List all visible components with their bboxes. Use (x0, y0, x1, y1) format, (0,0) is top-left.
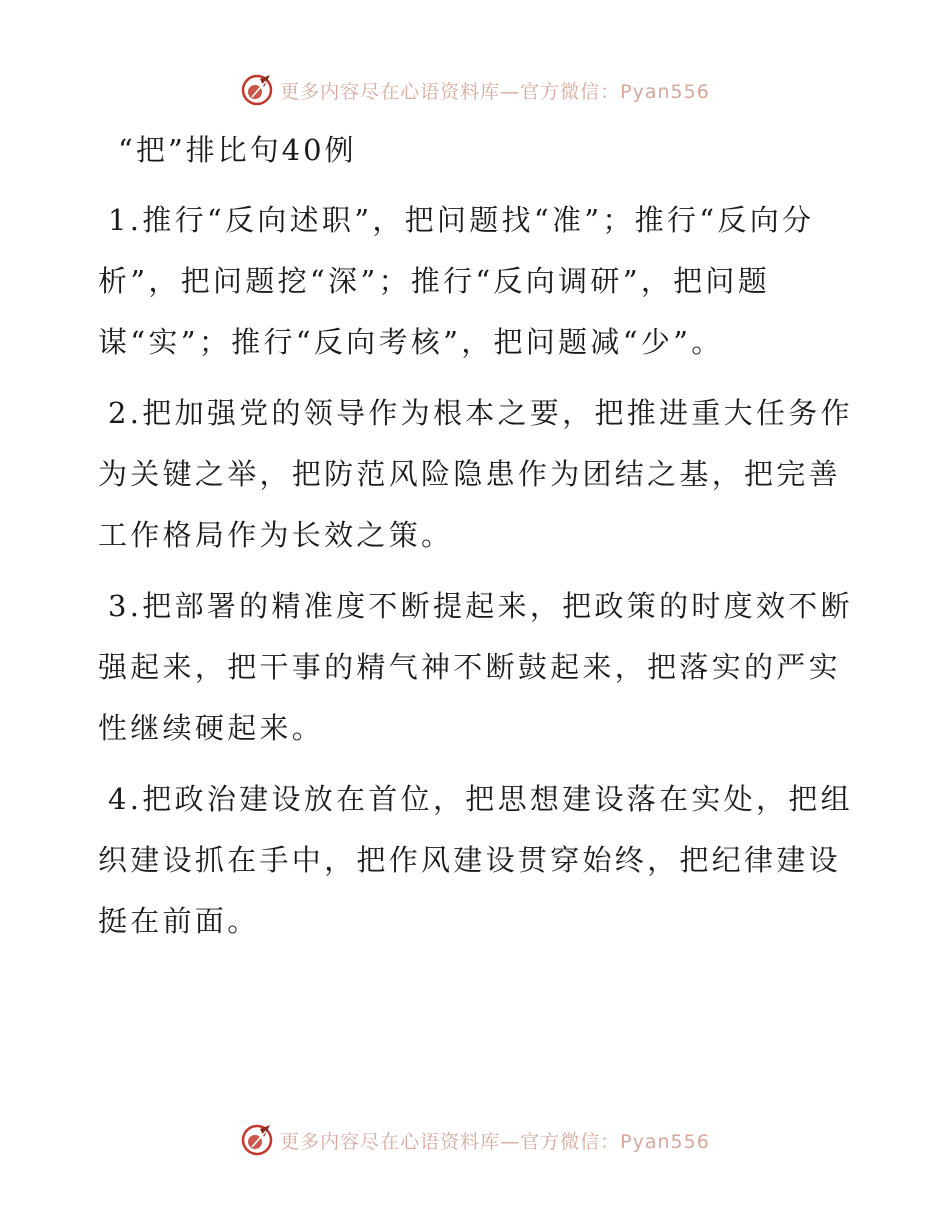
watermark-text: 更多内容尽在心语资料库—官方微信：Pyan556 (280, 80, 710, 103)
footer-watermark (0, 1120, 950, 1160)
paragraph-1: 1.推行“反向述职”，把问题找“准”；推行“反向分析”，把问题挖“深”；推行“反向调研”，把问题谋“实”；推行“反向考核”，把问题减“少”。 (98, 203, 815, 359)
document-title: “把”排比句40例 (118, 133, 357, 167)
quill-seal-logo-icon (240, 73, 274, 107)
paragraph-4: 4.把政治建设放在首位，把思想建设落在实处，把组织建设抓在手中，把作风建设贯穿始终，把纪律建设挺在前面。 (98, 782, 853, 938)
paragraph-2: 2.把加强党的领导作为根本之要，把推进重大任务作为关键之举，把防范风险隐患作为团结之基，把完善工作格局作为长效之策。 (98, 396, 853, 552)
paragraph-3: 3.把部署的精准度不断提起来，把政策的时度效不断强起来，把干事的精气神不断鼓起来，把落实的严实性继续硬起来。 (98, 589, 853, 745)
header-watermark (0, 70, 950, 110)
quill-seal-logo-icon (240, 1123, 274, 1157)
watermark-text: 更多内容尽在心语资料库—官方微信：Pyan556 (280, 1130, 710, 1153)
document-body (98, 190, 858, 962)
